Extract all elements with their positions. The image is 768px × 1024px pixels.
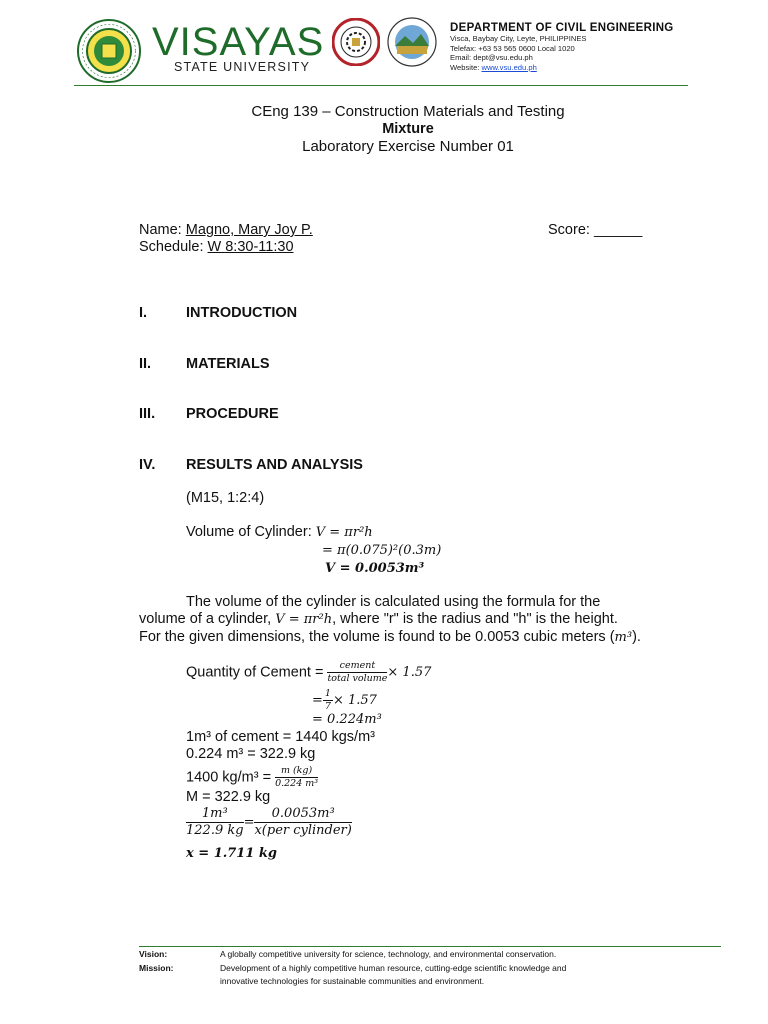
- ratio-fraction-left: [186, 806, 244, 839]
- schedule-label: Schedule:: [139, 239, 208, 255]
- mission-label: Mission:: [139, 963, 174, 973]
- fraction-numerator: 0.0053m³: [254, 806, 351, 823]
- mission-text-line-2: innovative technologies for sustainable communities and environment.: [220, 976, 485, 986]
- paragraph-line-1: The volume of the cylinder is calculated using the formula for the: [186, 594, 601, 610]
- university-brand: [152, 22, 324, 74]
- cement-quantity-line: [186, 660, 431, 685]
- section-title-materials: MATERIALS: [186, 356, 270, 372]
- fraction-denominator: 0.224 m³: [275, 778, 319, 789]
- fraction-denominator: total volume: [327, 673, 388, 684]
- paragraph-text: For the given dimensions, the volume is found to be 0.0053 cubic meters (: [139, 629, 615, 645]
- cement-density: 1m³ of cement = 1440 kgs/m³: [186, 729, 375, 745]
- name-label: Name:: [139, 222, 186, 238]
- paragraph-text: , where "r" is the radius and "h" is the height.: [332, 611, 618, 627]
- fraction-denominator: 7: [324, 701, 331, 712]
- fraction-numerator: cement: [327, 660, 387, 673]
- schedule-value: W 8:30-11:30: [207, 239, 294, 255]
- volume-line: [186, 524, 373, 540]
- schedule-line: [139, 239, 294, 255]
- section-number: II.: [139, 356, 152, 372]
- cement-step-1: [312, 688, 377, 713]
- paragraph-text: ).: [632, 629, 641, 645]
- paragraph-formula: V = πr²h: [275, 612, 333, 627]
- paragraph-text: volume of a cylinder,: [139, 611, 276, 627]
- score-value: ______: [593, 222, 643, 238]
- department-telefax: Telefax: +63 53 565 0600 Local 1020: [450, 43, 575, 53]
- section-title-procedure: PROCEDURE: [186, 406, 279, 422]
- vision-text: A globally competitive university for science, technology, and environmental conservation.: [220, 949, 557, 959]
- university-seal-logo: [77, 19, 141, 83]
- department-seal-logo: [387, 16, 437, 68]
- footer-divider: [139, 946, 721, 947]
- name-line: [139, 222, 313, 238]
- college-seal-logo: [332, 18, 380, 66]
- paragraph-line-3: [139, 629, 641, 645]
- density-fraction: [275, 765, 318, 790]
- name-value: Magno, Mary Joy P.: [185, 222, 313, 238]
- x-result: x = 1.711 kg: [186, 846, 278, 861]
- paragraph-unit: m³: [614, 630, 633, 645]
- section-title-introduction: INTRODUCTION: [186, 305, 298, 321]
- volume-substitution: = π(0.075)²(0.3m): [322, 543, 442, 558]
- density-label: 1400 kg/m³ =: [186, 769, 276, 786]
- brand-subtitle: STATE UNIVERSITY: [174, 60, 311, 74]
- fraction-denominator: x(per cylinder): [254, 823, 352, 838]
- fraction-denominator: 122.9 kg: [186, 823, 244, 838]
- course-title: CEng 139 – Construction Materials and Testing: [251, 103, 565, 120]
- equals-sign: =: [312, 693, 323, 708]
- multiplier: × 1.57: [332, 693, 377, 708]
- fraction-numerator: m (kg): [275, 765, 318, 778]
- mix-designation: (M15, 1:2:4): [186, 490, 265, 506]
- website-link[interactable]: www.vsu.edu.ph: [481, 62, 537, 72]
- score-line: [548, 222, 642, 238]
- equals-sign: =: [243, 815, 255, 830]
- volume-result: V = 0.0053m³: [325, 561, 425, 576]
- header-divider: [74, 85, 688, 86]
- section-title-results: RESULTS AND ANALYSIS: [186, 457, 363, 473]
- section-number: I.: [139, 305, 148, 321]
- vision-label: Vision:: [139, 949, 168, 959]
- mass-equation: 0.224 m³ = 322.9 kg: [186, 746, 316, 762]
- mission-text-line-1: Development of a highly competitive human resource, cutting-edge scientific knowledge and: [220, 963, 567, 973]
- paragraph-line-2: [139, 611, 618, 627]
- score-label: Score:: [548, 222, 594, 238]
- department-title: DEPARTMENT OF CIVIL ENGINEERING: [450, 22, 674, 34]
- density-equation: [186, 765, 318, 790]
- fraction-numerator: 1: [324, 688, 331, 699]
- department-contact: [450, 22, 674, 72]
- department-address: Visca, Baybay City, Leyte, PHILIPPINES: [450, 34, 587, 43]
- cement-quantity-label: Quantity of Cement =: [186, 664, 328, 681]
- step-fraction: [323, 688, 333, 713]
- department-website-line: [450, 63, 674, 73]
- multiplier: × 1.57: [387, 665, 432, 680]
- exercise-title: Laboratory Exercise Number 01: [302, 138, 514, 155]
- fraction-numerator: 1m³: [186, 806, 244, 823]
- department-email: Email: dept@vsu.edu.ph: [450, 53, 533, 63]
- section-number: III.: [139, 406, 156, 422]
- cement-step-2: = 0.224m³: [312, 712, 382, 727]
- ratio-fraction-right: [254, 806, 351, 839]
- section-number: IV.: [139, 457, 156, 473]
- topic-title: Mixture: [382, 121, 434, 137]
- volume-formula: V = πr²h: [315, 525, 373, 540]
- volume-label: Volume of Cylinder:: [186, 524, 316, 540]
- website-label: Website:: [450, 62, 482, 72]
- mass-result: M = 322.9 kg: [186, 789, 271, 805]
- cement-fraction: [327, 660, 387, 685]
- ratio-equation: [186, 806, 352, 839]
- brand-name: VISAYAS: [152, 20, 325, 64]
